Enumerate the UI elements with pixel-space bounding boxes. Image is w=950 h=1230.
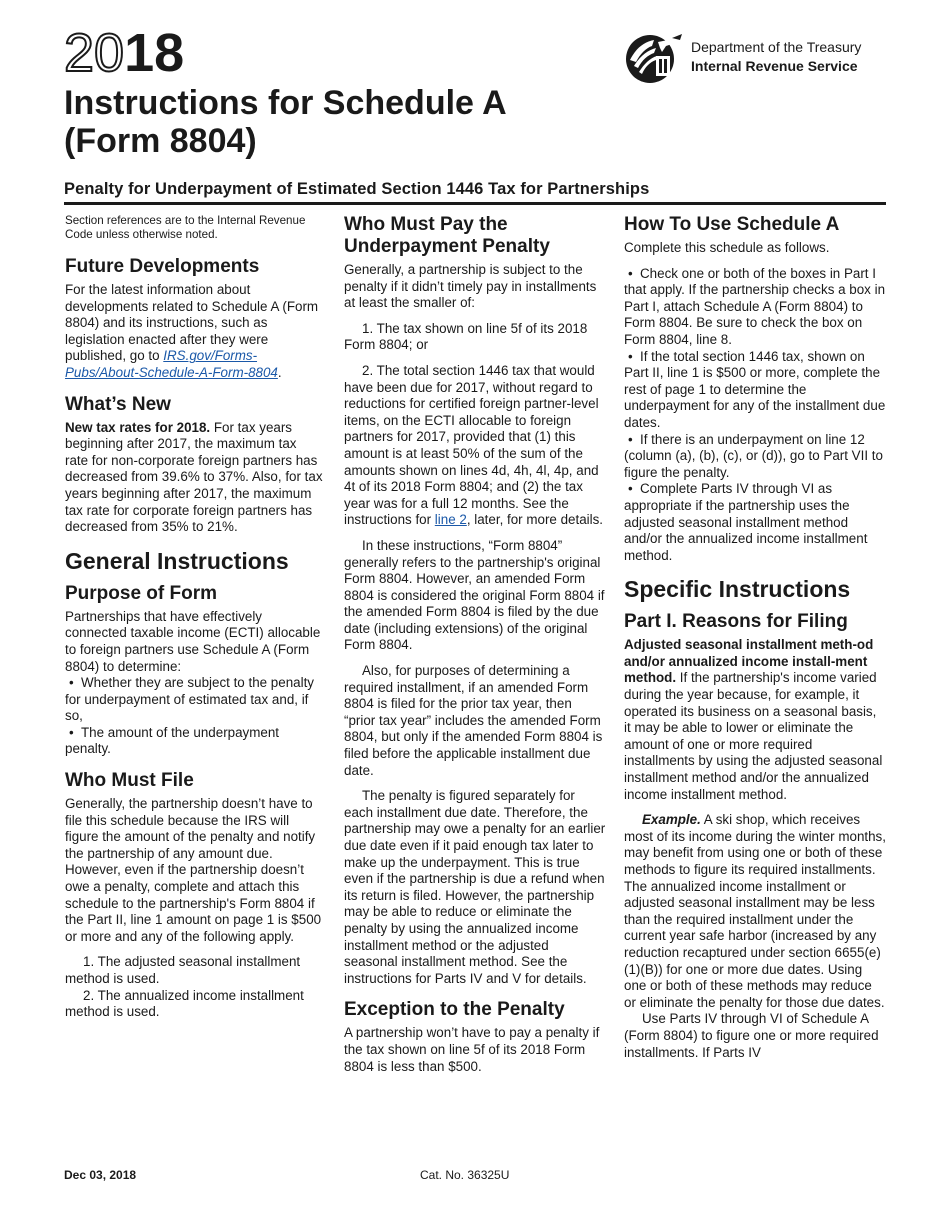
amended-form-text: Also, for purposes of determining a required installment, if an amended Form 8804 is filed for the prior tax year, then “prior tax year” includes the amended Form 8804, but only if the amended Form 8804 is filed before the applicable installment due date. — [344, 663, 603, 778]
page-subtitle: Penalty for Underpayment of Estimated Section 1446 Tax for Partnerships — [64, 180, 650, 198]
exception-text: A partnership won’t have to pay a penalty if the tax shown on line 5f of its 2018 Form 8804 is less than $500. — [344, 1025, 600, 1074]
section-references-note: Section references are to the Internal Revenue Code unless otherwise noted. — [65, 214, 306, 241]
heading-who-must-file: Who Must File — [65, 770, 194, 792]
use-parts-text: Use Parts IV through VI of Schedule A (Form 8804) to figure one or more required installments. If Parts IV — [624, 1011, 879, 1060]
heading-whats-new: What’s New — [65, 393, 171, 415]
heading-specific-instructions: Specific Instructions — [624, 576, 851, 603]
heading-purpose-of-form: Purpose of Form — [65, 582, 218, 604]
whats-new-text: New tax rates for 2018. For tax years beginning after 2017, the maximum tax rate for non-corporate foreign partners has decreased from 39.6% to 37%. Also, for tax years beginning after 2017, the maximum tax rate for corporate foreign partners has decreased from 35% to 21%. — [65, 419, 323, 535]
who-must-pay-item-2: 2. The total section 1446 tax that would have been due for 2017, without regard to reductions for certified foreign partner-level items, on the ECTI allocable to foreign partners for 2017, provided that (1) this amount is at least 50% of the sum of the amounts shown on lines 4d, 4h, 4l, 4p, and 4t of its 2018 Form 8804; and (2) the tax year was for a full 12 months. See the instructions for line 2, later, for more details. — [344, 362, 604, 528]
penalty-figured-text: The penalty is figured separately for each installment due date. Therefore, the partnership may owe a penalty for an earlier due date even if it paid enough tax later to make up the underpayment. This is true even if the partnership is due a refund when its return is filed. However, the partnership may be able to reduce or eliminate the penalty by using the annualized income installment method or the adjusted seasonal installment method. See the instructions for Parts IV and V for details. — [344, 788, 606, 986]
heading-who-must-pay: Who Must Pay the Underpayment Penalty — [344, 214, 550, 257]
footer-date: Dec 03, 2018 — [64, 1168, 137, 1182]
column-left — [65, 214, 323, 1030]
who-must-pay-item-1: 1. The tax shown on line 5f of its 2018 Form 8804; or — [344, 320, 588, 353]
year-solid-digits: 18 — [124, 23, 185, 83]
whats-new-lead: New tax rates for 2018. — [65, 419, 211, 435]
future-developments-link[interactable]: IRS.gov/Forms-Pubs/About-Schedule-A-Form-8804 — [65, 348, 278, 380]
how-to-use-bullet-list — [624, 266, 886, 565]
form-year — [64, 22, 184, 84]
bullet-icon: • — [69, 724, 74, 740]
purpose-of-form-text: Partnerships that have effectively connected taxable income (ECTI) allocable to foreign partners use Schedule A (Form 8804) to determine: — [65, 608, 321, 674]
column-right — [624, 214, 886, 1070]
list-item: • If the total section 1446 tax, shown on Part II, line 1 is $500 or more, complete the rest of page 1 to determine the underpayment for any of the installment due dates. — [624, 348, 886, 430]
adjusted-seasonal-lead: Adjusted seasonal installment meth-od and/or annualized income install-ment method. — [624, 637, 874, 686]
who-must-file-text: Generally, the partnership doesn’t have to file this schedule because the IRS will figure the amount of the penalty and notify the partnership of any amount due. However, even if the partnership doesn’t owe a penalty, complete and attach this schedule to the partnership's Form 8804 if the Part II, line 1 amount on page 1 is $500 or more and any of the following apply. — [65, 796, 322, 944]
example-text: Example. A ski shop, which receives most of its income during the winter months, may benefit from using one or both of these methods to figure its required installments. The annualized income installment or adjusted seasonal installment may be less than the required installment under the current year safe harbor (increased by any reduction recaptured under section 6655(e)(1)(B)) for one or more due dates. Using one or both of these methods may reduce or eliminate the penalty for those due dates. — [624, 812, 886, 1010]
title-line-2: (Form 8804) — [64, 122, 257, 160]
bullet-icon: • — [628, 348, 633, 364]
agency-service: Internal Revenue Service — [691, 58, 858, 74]
heading-general-instructions: General Instructions — [65, 547, 289, 574]
title-line-1: Instructions for Schedule A — [64, 84, 507, 122]
footer-catalog-number: Cat. No. 36325U — [420, 1168, 510, 1182]
column-middle — [344, 214, 606, 1084]
list-item: • If there is an underpayment on line 12 (column (a), (b), (c), or (d)), go to Part VII to figure the penalty. — [624, 431, 883, 480]
form-8804-definition-text: In these instructions, “Form 8804” generally refers to the partnership's original Form 8804. However, an amended Form 8804 is considered the original Form 8804 if the amended Form 8804 is filed by the due date (including extensions) of the original Form 8804. — [344, 537, 605, 653]
heading-exception-to-penalty: Exception to the Penalty — [344, 999, 565, 1021]
heading-part-1-reasons: Part I. Reasons for Filing — [624, 611, 848, 633]
irs-eagle-logo-icon — [622, 30, 686, 86]
bullet-icon: • — [628, 431, 633, 447]
list-item: • Complete Parts IV through VI as appropriate if the partnership uses the adjusted seasonal installment method and/or the annualized income installment method. — [624, 481, 868, 563]
header-divider — [64, 202, 886, 205]
bullet-icon: • — [628, 265, 633, 281]
agency-block — [622, 30, 892, 90]
who-must-pay-text: Generally, a partnership is subject to the penalty if it didn’t timely pay in installments at least the smaller of: — [344, 262, 597, 311]
bullet-icon: • — [69, 675, 74, 691]
heading-future-developments: Future Developments — [65, 256, 260, 277]
line-2-link[interactable]: line 2 — [434, 512, 467, 528]
example-lead: Example. — [642, 812, 701, 828]
bullet-icon: • — [628, 481, 633, 497]
purpose-bullet-list — [65, 675, 323, 758]
who-must-file-item-1: 1. The adjusted seasonal installment method is used. — [65, 954, 301, 986]
year-outline-digits: 20 — [64, 23, 125, 83]
who-must-file-item-2: 2. The annualized income installment method is used. — [65, 987, 304, 1020]
adjusted-seasonal-text: Adjusted seasonal installment meth-od and/or annualized income install-ment method. If the partnership's income varied during the year because, for example, it operated its business on a seasonal basis, it may be able to lower or eliminate the amount of one or more required installments by using the adjusted seasonal installment method and/or the annualized income installment method. — [624, 637, 883, 802]
page-title — [64, 84, 624, 160]
heading-how-to-use: How To Use Schedule A — [624, 214, 840, 235]
agency-department: Department of the Treasury — [691, 39, 862, 55]
future-developments-text: For the latest information about developments related to Schedule A (Form 8804) and its instructions, such as legislation enacted after they were published, go to IRS.gov/Forms-Pubs/About-Schedule-A-Form-8804. — [65, 282, 319, 380]
how-to-use-text: Complete this schedule as follows. — [624, 240, 830, 255]
list-item: • Check one or both of the boxes in Part I that apply. If the partnership checks a box in Part I, attach Schedule A (Form 8804) to Form 8804. Be sure to check the box on Form 8804, line 8. — [624, 265, 886, 347]
list-item: • The amount of the underpayment penalty. — [65, 724, 280, 757]
list-item: • Whether they are subject to the penalty for underpayment of estimated tax and, if so, — [65, 675, 314, 724]
